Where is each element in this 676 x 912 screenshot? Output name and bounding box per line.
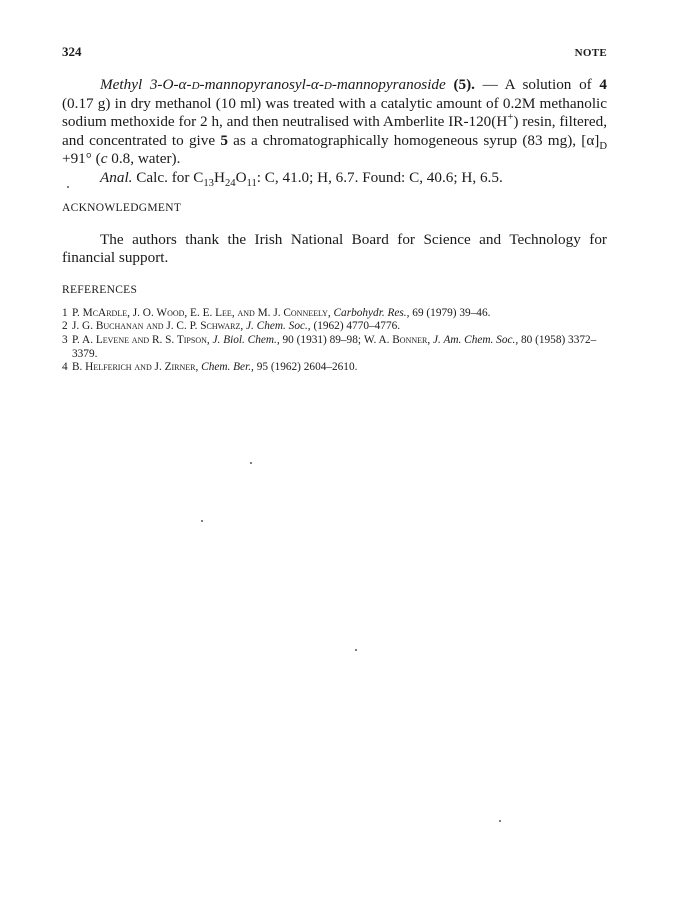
compound-ref-5: 5	[220, 131, 228, 149]
compound-paragraph: Methyl 3-O-α-d-mannopyranosyl-α-d-mannopyranoside (5). — A solution of 4 (0.17 g) in dry methanol (10 ml) was treated with a catalytic amount of 0.2M methanolic sodium methoxide for 2 h, and then neutralised with Amberlite IR-120(H+) resin, filtered, and concentrated to give 5 as a chromatographically homogeneous syrup (83 mg), $[\alpha]_D +91^\circ$ (c 0.8, water).	[62, 76, 608, 168]
scan-speck	[201, 520, 203, 522]
page-header	[62, 44, 607, 64]
document-page	[62, 44, 607, 375]
reference-item: 2 J. G. Buchanan and J. C. P. Schwarz, J. Chem. Soc., (1962) 4770–4776.	[62, 320, 401, 333]
page-number: 324	[62, 44, 82, 59]
reference-list	[62, 307, 607, 375]
compound-label: (5).	[453, 76, 475, 93]
compound-title: Methyl 3-O-α-d-mannopyranosyl-α-d-mannopyranoside	[100, 76, 446, 93]
analysis-line: Anal. Calc. for $C_{13}H_{24}O_{11}$: C, 41.0; H, 6.7. Found: C, 40.6; H, 6.5.	[100, 168, 503, 189]
reference-item: 4 B. Helferich and J. Zirner, Chem. Ber., 95 (1962) 2604–2610.	[62, 361, 358, 374]
acknowledgment-heading: ACKNOWLEDGMENT	[62, 201, 182, 214]
running-head: NOTE	[574, 47, 607, 59]
compound-ref-4: 4	[599, 76, 607, 93]
reference-item: 3 P. A. Levene and R. S. Tipson, J. Biol. Chem., 90 (1931) 89–98; W. A. Bonner, J. Am. Chem. Soc., 80 (1958) 3372–3379.	[62, 333, 597, 360]
reference-item: 1 P. McArdle, J. O. Wood, E. E. Lee, and M. J. Conneely, Carbohydr. Res., 69 (1979) 39–46.	[62, 306, 491, 319]
scan-speck	[499, 820, 501, 822]
scan-speck	[355, 649, 357, 651]
references-heading: REFERENCES	[62, 283, 138, 296]
scan-speck	[250, 462, 252, 464]
scan-speck	[67, 186, 69, 188]
experimental-section	[62, 76, 607, 188]
acknowledgment-text: The authors thank the Irish National Board for Science and Technology for financial support.	[62, 230, 607, 267]
